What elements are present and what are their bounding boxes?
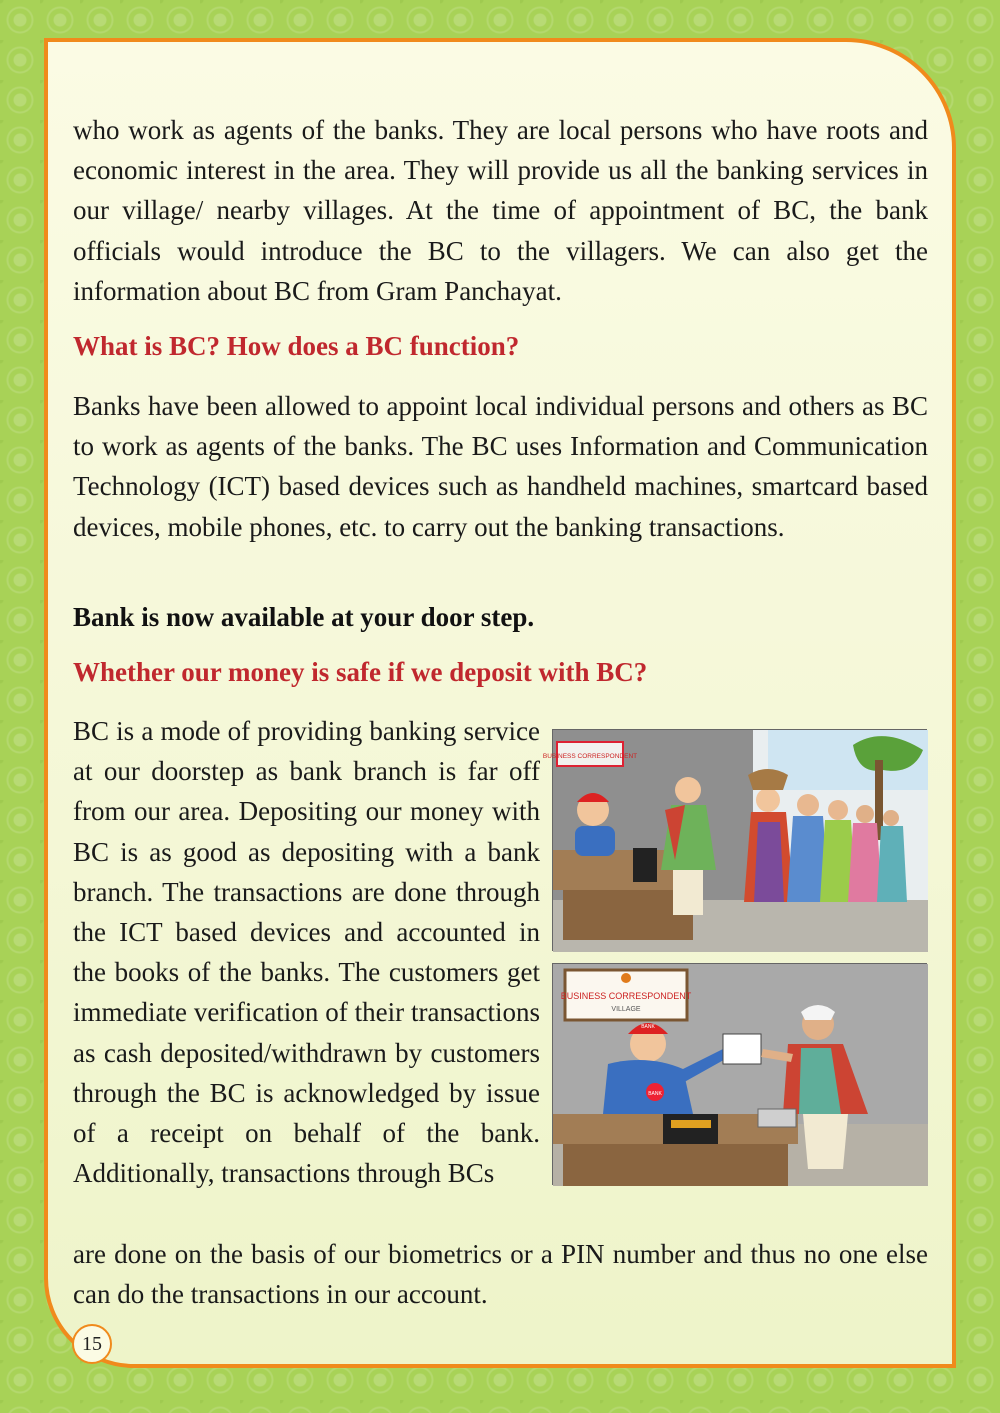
paragraph-intro: who work as agents of the banks. They are local persons who have roots and economic interest in the area. They will provide us all the banking services in our village/ nearby villages. At the time of appointment of BC, the bank officials would introduce the BC to the villagers. We can also get the information about BC from Gram Panchayat. <box>73 115 928 306</box>
heading-what-is-bc: What is BC? How does a BC function? <box>73 331 520 361</box>
paragraph-biometrics: are done on the basis of our biometrics or a PIN number and thus no one else can do the transactions in our account. <box>73 1239 928 1310</box>
illustration-bc-receipt <box>552 963 927 1185</box>
paragraph-safety: BC is a mode of providing banking service at our doorstep as bank branch is far off from our area. Depositing our money with BC is as good as depositing with a bank branch. The transactions are done through the ICT based devices and accounted in the books of the banks. The customers get immediate verification of their transactions as cash deposited/withdrawn by customers through the BC is acknowledged by issue of a receipt on behalf of the bank. Additionally, transactions through BCs <box>73 716 540 1189</box>
cap-text: BANK <box>641 1024 655 1030</box>
bc-receipt-drawing <box>553 964 928 1186</box>
bc-queue-drawing <box>542 730 928 952</box>
illustration-bc-queue <box>542 729 927 951</box>
bold-statement: Bank is now available at your door step. <box>73 602 535 632</box>
page-number: 15 <box>72 1324 112 1364</box>
sign-text: BUSINESS CORRESPONDENT <box>542 753 638 760</box>
shirt-text: BANK <box>648 1091 662 1097</box>
heading-money-safe: Whether our money is safe if we deposit with BC? <box>73 657 648 687</box>
sign-text-main: BUSINESS CORRESPONDENT <box>560 991 692 1001</box>
sign-text-village: VILLAGE <box>611 1006 641 1013</box>
paragraph-bc-function: Banks have been allowed to appoint local individual persons and others as BC to work as agents of the banks. The BC uses Information and Communication Technology (ICT) based devices such as handheld machines, smartcard based devices, mobile phones, etc. to carry out the banking transactions. <box>73 391 928 542</box>
